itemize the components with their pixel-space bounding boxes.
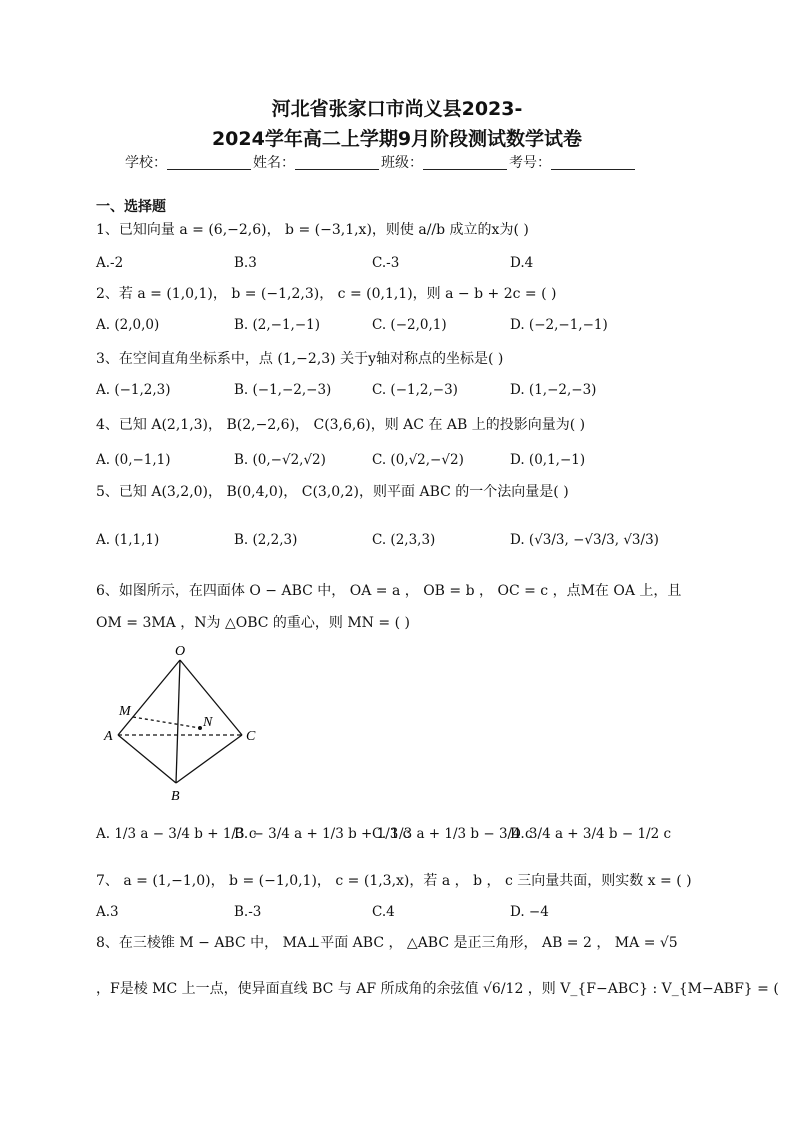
edge-ab — [118, 735, 176, 783]
class-blank[interactable] — [423, 155, 507, 170]
q1-option-a: A.-2 — [96, 255, 124, 271]
segment-mn — [133, 717, 200, 728]
question-4-stem: 4、已知 A(2,1,3)， B(2,−2,6)， C(3,6,6)，则 AC 在 AB 上的投影向量为( ) — [96, 417, 586, 433]
q5-option-c: C. (2,3,3) — [372, 532, 436, 548]
question-8-stem-line1: 8、在三棱锥 M − ABC 中， MA⊥平面 ABC ， △ABC 是正三角形， AB = 2 ， MA = √5 — [96, 935, 678, 951]
q3-option-d: D. (1,−2,−3) — [510, 382, 597, 398]
class-label: 班级： — [381, 155, 423, 171]
label-b: B — [171, 789, 180, 804]
label-c: C — [246, 729, 256, 744]
question-5-stem: 5、已知 A(3,2,0)， B(0,4,0)， C(3,0,2)，则平面 ABC 的一个法向量是( ) — [96, 484, 569, 500]
q7-option-d: D. −4 — [510, 904, 549, 920]
point-n — [198, 726, 202, 730]
name-label: 姓名： — [253, 155, 295, 171]
school-blank[interactable] — [167, 155, 251, 170]
q4-option-d: D. (0,1,−1) — [510, 452, 586, 468]
q7-option-c: C.4 — [372, 904, 395, 920]
q5-option-a: A. (1,1,1) — [96, 532, 160, 548]
edge-cb — [176, 735, 242, 783]
q6-option-a: A. 1/3 a − 3/4 b + 1/3 c — [96, 826, 257, 842]
q2-option-c: C. (−2,0,1) — [372, 317, 447, 333]
q7-option-b: B.-3 — [234, 904, 262, 920]
q4-option-a: A. (0,−1,1) — [96, 452, 171, 468]
question-8-stem-line2: ，F是棱 MC 上一点，使异面直线 BC 与 AF 所成角的余弦值 √6/12 ，则 V_{F−ABC} : V_{M−ABF} = ( — [96, 981, 779, 997]
q5-option-d: D. (√3/3, −√3/3, √3/3) — [510, 532, 659, 548]
q1-option-b: B.3 — [234, 255, 257, 271]
question-3-stem: 3、在空间直角坐标系中，点 (1,−2,3) 关于y轴对称点的坐标是( ) — [96, 351, 504, 367]
school-label: 学校： — [125, 155, 167, 171]
student-info-row — [125, 152, 637, 172]
question-6-stem-line1: 6、如图所示，在四面体 O − ABC 中， OA = a ， OB = b ， OC = c ，点M在 OA 上，且 — [96, 583, 682, 599]
q3-option-c: C. (−1,2,−3) — [372, 382, 458, 398]
section-heading: 一、选择题 — [96, 199, 166, 215]
label-n: N — [203, 715, 213, 730]
name-blank[interactable] — [295, 155, 379, 170]
q1-option-c: C.-3 — [372, 255, 400, 271]
number-label: 考号： — [509, 155, 551, 171]
exam-title-line1: 河北省张家口市尚义县2023- — [271, 98, 523, 120]
q2-option-d: D. (−2,−1,−1) — [510, 317, 608, 333]
exam-title-line2: 2024学年高二上学期9月阶段测试数学试卷 — [211, 128, 583, 150]
label-o: O — [175, 645, 186, 659]
question-2-stem: 2、若 a = (1,0,1)， b = (−1,2,3)， c = (0,1,1)，则 a − b + 2c = ( ) — [96, 286, 557, 302]
question-1-stem: 1、已知向量 a = (6,−2,6)， b = (−3,1,x)，则使 a//b 成立的x为( ) — [96, 222, 529, 238]
q6-option-b: B. − 3/4 a + 1/3 b + 1/3 c — [234, 826, 411, 842]
q5-option-b: B. (2,2,3) — [234, 532, 298, 548]
q4-option-b: B. (0,−√2,√2) — [234, 452, 326, 468]
q6-option-d: D. 3/4 a + 3/4 b − 1/2 c — [510, 826, 672, 842]
question-6-stem-line2: OM = 3MA ，N为 △OBC 的重心，则 MN = ( ) — [96, 615, 410, 631]
q3-option-b: B. (−1,−2,−3) — [234, 382, 332, 398]
q3-option-a: A. (−1,2,3) — [96, 382, 171, 398]
question-7-stem: 7、 a = (1,−1,0)， b = (−1,0,1)， c = (1,3,x)，若 a ， b ， c 三向量共面，则实数 x = ( ) — [96, 873, 692, 889]
q2-option-a: A. (2,0,0) — [96, 317, 160, 333]
q7-option-a: A.3 — [96, 904, 119, 920]
edge-ob — [176, 660, 180, 783]
q1-option-d: D.4 — [510, 255, 534, 271]
label-m: M — [119, 704, 131, 719]
q4-option-c: C. (0,√2,−√2) — [372, 452, 464, 468]
tetrahedron-figure — [100, 645, 270, 805]
label-a: A — [104, 729, 113, 744]
q2-option-b: B. (2,−1,−1) — [234, 317, 321, 333]
number-blank[interactable] — [551, 155, 635, 170]
q6-option-c: C. 1/3 a + 1/3 b − 3/4 c — [372, 826, 533, 842]
